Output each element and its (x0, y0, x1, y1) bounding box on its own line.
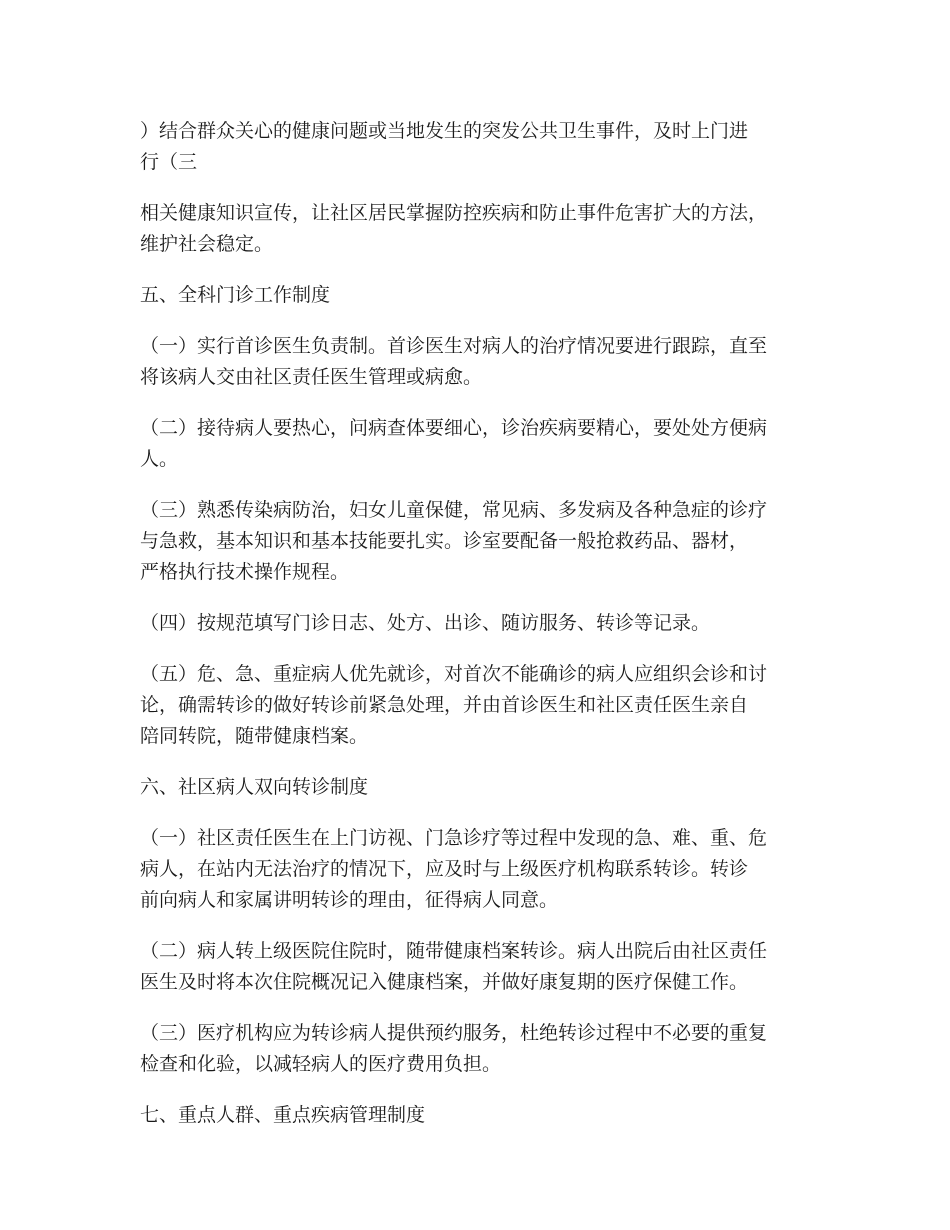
text-line: 与急救，基本知识和基本技能要扎实。诊室要配备一般抢救药品、器材， (140, 530, 749, 552)
text-line: （二）病人转上级医院住院时，随带健康档案转诊。病人出院后由社区责任 (140, 940, 768, 962)
text-line: 严格执行技术操作规程。 (140, 561, 350, 583)
text-line: （五）危、急、重症病人优先就诊，对首次不能确诊的病人应组织会诊和讨 (140, 663, 768, 685)
section-heading-6: 六、社区病人双向转诊制度 (140, 776, 369, 798)
paragraph-5-3 (140, 495, 830, 588)
text-line: 维护社会稳定。 (140, 233, 274, 255)
text-line: 人。 (140, 448, 179, 470)
text-line: 医生及时将本次住院概况记入健康档案，并做好康复期的医疗保健工作。 (140, 971, 749, 993)
paragraph-5-4 (140, 608, 830, 639)
paragraph-6-2 (140, 936, 830, 998)
text-line: （一）实行首诊医生负责制。首诊医生对病人的治疗情况要进行跟踪，直至 (140, 335, 768, 357)
text-line: 陪同转院，随带健康档案。 (140, 725, 369, 747)
text-line: ）结合群众关心的健康问题或当地发生的突发公共卫生事件，及时上门进 (140, 120, 749, 142)
text-line: 检查和化验，以减轻病人的医疗费用负担。 (140, 1053, 502, 1075)
section-heading-7: 七、重点人群、重点疾病管理制度 (140, 1104, 426, 1126)
text-line: （四）按规范填写门诊日志、处方、出诊、随访服务、转诊等记录。 (140, 612, 711, 634)
text-line: 相关健康知识宣传，让社区居民掌握防控疾病和防止事件危害扩大的方法， (140, 202, 768, 224)
paragraph-health-knowledge (140, 198, 830, 260)
document-page (140, 116, 830, 1151)
text-line: （三）医疗机构应为转诊病人提供预约服务，杜绝转诊过程中不必要的重复 (140, 1022, 768, 1044)
paragraph-5-5 (140, 659, 830, 752)
text-line: 将该病人交由社区责任医生管理或病愈。 (140, 366, 483, 388)
paragraph-5-1 (140, 331, 830, 393)
text-line: 论，确需转诊的做好转诊前紧急处理，并由首诊医生和社区责任医生亲自 (140, 694, 749, 716)
paragraph-6-3 (140, 1018, 830, 1080)
text-line: 前向病人和家属讲明转诊的理由，征得病人同意。 (140, 889, 559, 911)
text-line: 行（三 (140, 151, 198, 173)
text-line: 病人，在站内无法治疗的情况下，应及时与上级医疗机构联系转诊。转诊 (140, 858, 749, 880)
text-line: （一）社区责任医生在上门访视、门急诊疗等过程中发现的急、难、重、危 (140, 827, 768, 849)
paragraph-6-1 (140, 823, 830, 916)
paragraph-health-education-continued (140, 116, 830, 178)
paragraph-5-2 (140, 413, 830, 475)
text-line: （三）熟悉传染病防治，妇女儿童保健，常见病、多发病及各种急症的诊疗 (140, 499, 768, 521)
text-line: （二）接待病人要热心，问病查体要细心，诊治疾病要精心，要处处方便病 (140, 417, 768, 439)
section-heading-5: 五、全科门诊工作制度 (140, 284, 331, 306)
